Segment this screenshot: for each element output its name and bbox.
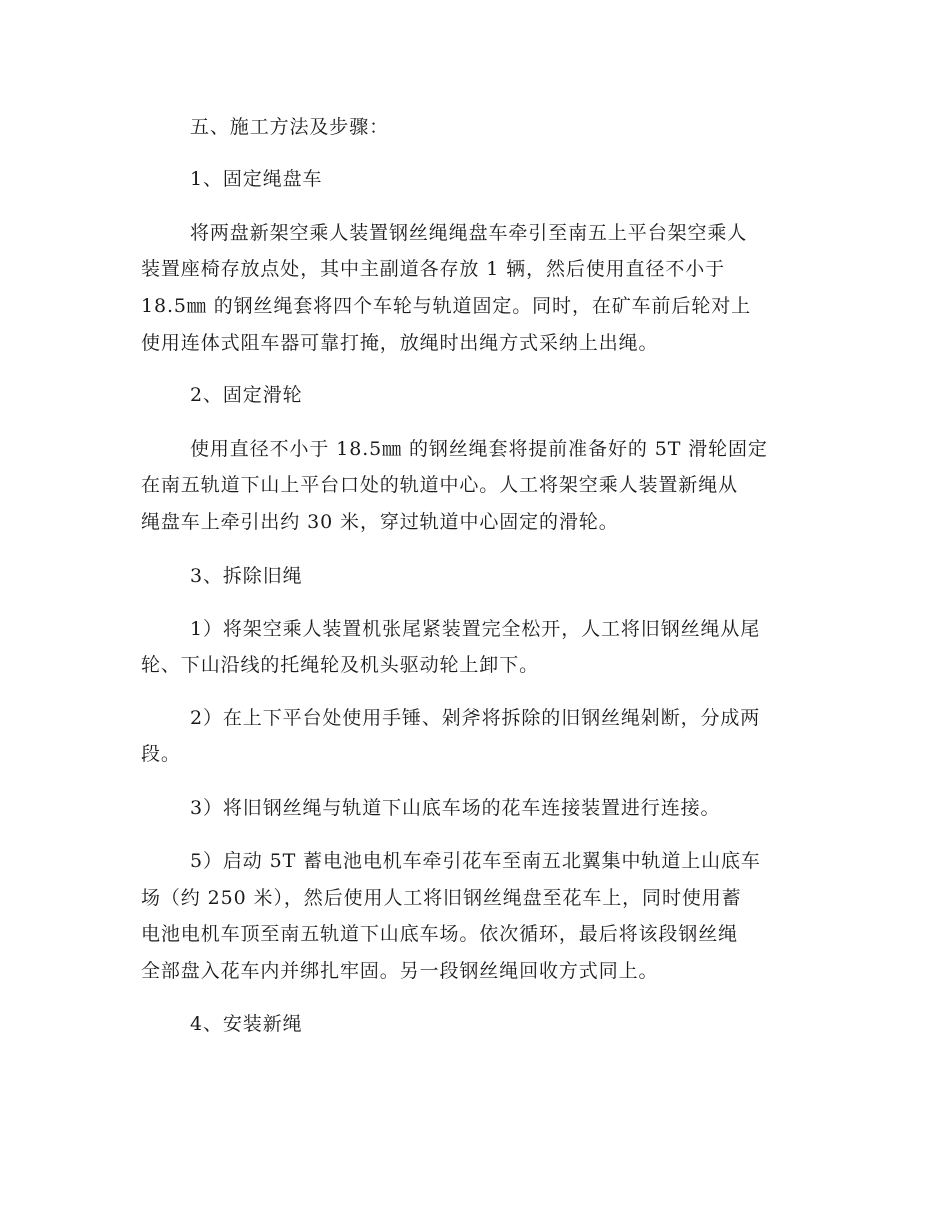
paragraph-line: 将两盘新架空乘人装置钢丝绳绳盘车牵引至南五上平台架空乘人	[190, 222, 748, 244]
paragraph-line: 3）将旧钢丝绳与轨道下山底车场的花车连接装置进行连接。	[190, 797, 721, 819]
paragraph-line: 5）启动 5T 蓄电池电机车牵引花车至南五北翼集中轨道上山底车	[190, 850, 761, 872]
paragraph-line: 全部盘入花车内并绑扎牢固。另一段钢丝绳回收方式同上。	[141, 960, 659, 982]
paragraph-line: 1）将架空乘人装置机张尾紧装置完全松开，人工将旧钢丝绳从尾	[190, 618, 761, 640]
step-heading: 1、固定绳盘车	[190, 168, 323, 190]
paragraph-line: 段。	[141, 743, 181, 765]
paragraph-line: 使用直径不小于 18.5㎜ 的钢丝绳套将提前准备好的 5T 滑轮固定	[190, 438, 768, 460]
paragraph-line: 场（约 250 米），然后使用人工将旧钢丝绳盘至花车上，同时使用蓄	[141, 887, 742, 909]
section-heading: 五、施工方法及步骤：	[190, 116, 390, 138]
paragraph-line: 轮、下山沿线的托绳轮及机头驱动轮上卸下。	[141, 654, 540, 676]
paragraph-line: 装置座椅存放点处，其中主副道各存放 1 辆，然后使用直径不小于	[141, 258, 726, 280]
paragraph-line: 绳盘车上牵引出约 30 米，穿过轨道中心固定的滑轮。	[141, 511, 619, 533]
step-heading: 2、固定滑轮	[190, 384, 303, 406]
paragraph-line: 18.5㎜ 的钢丝绳套将四个车轮与轨道固定。同时，在矿车前后轮对上	[141, 295, 752, 317]
paragraph-line: 在南五轨道下山上平台口处的轨道中心。人工将架空乘人装置新绳从	[141, 474, 739, 496]
step-heading: 3、拆除旧绳	[190, 565, 303, 587]
paragraph-line: 使用连体式阻车器可靠打掩，放绳时出绳方式采纳上出绳。	[141, 332, 659, 354]
paragraph-line: 2）在上下平台处使用手锤、剁斧将拆除的旧钢丝绳剁断，分成两	[190, 707, 761, 729]
step-heading: 4、安装新绳	[190, 1013, 303, 1035]
paragraph-line: 电池电机车顶至南五轨道下山底车场。依次循环，最后将该段钢丝绳	[141, 923, 739, 945]
